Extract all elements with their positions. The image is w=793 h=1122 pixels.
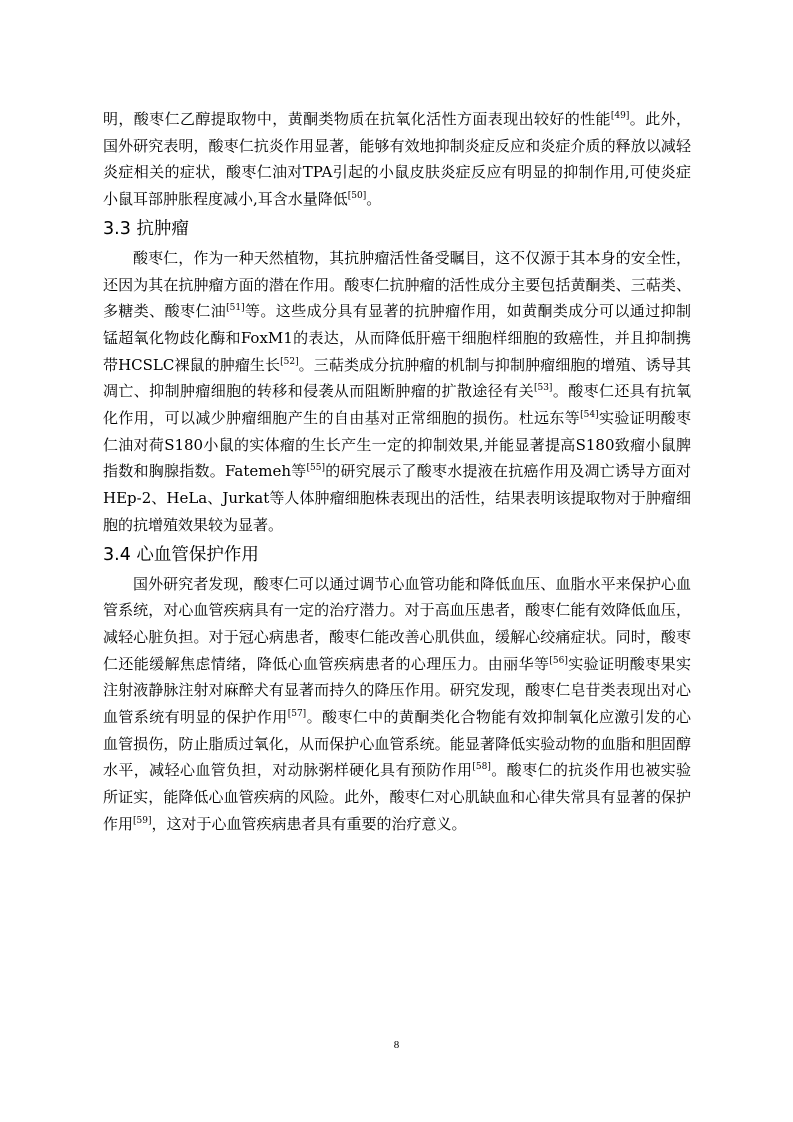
citation: [55] bbox=[306, 463, 325, 474]
page-number: 8 bbox=[393, 1039, 400, 1051]
citation: [51] bbox=[226, 303, 245, 314]
text-run: 等。这些成分具有显著的抗肿瘤作用，如黄酮类成分可以通过抑制锰超氧化物歧化酶和FoxM1的表达，从而降低肝癌干细胞样细胞的致癌性，并且抑制携带HCSLC裸鼠的肿瘤生长 bbox=[103, 302, 691, 374]
text-run: 明，酸枣仁乙醇提取物中，黄酮类物质在抗氧化活性方面表现出较好的性能 bbox=[103, 110, 611, 128]
text-run: 。酸枣仁的抗炎作用也被实验所证实，能降低心血管疾病的风险。此外，酸枣仁对心肌缺血和心律失常具有显著的保护作用 bbox=[103, 761, 691, 833]
section-heading-cardiovascular: 3.4 心血管保护作用 bbox=[103, 544, 259, 565]
body-content bbox=[103, 106, 691, 838]
citation: [52] bbox=[280, 356, 299, 367]
text-run: 实验证明酸枣果实注射液静脉注射对麻醉犬有显著而持久的降压作用。研究发现，酸枣仁皂苷类表现出对心血管系统有明显的保护作用 bbox=[103, 654, 691, 727]
citation: [53] bbox=[533, 383, 553, 394]
text-run: 。酸枣仁中的黄酮类化合物能有效抑制氧化应激引发的心血管损伤，防止脂质过氧化，从而保护心血管系统。能显著降低实验动物的血脂和胆固醇水平，减轻心血管负担，对动脉粥样硬化具有预防作用 bbox=[103, 708, 691, 780]
citation: [49] bbox=[610, 111, 630, 121]
section-heading-antitumor: 3.3 抗肿瘤 bbox=[103, 218, 189, 239]
text-run: 。 bbox=[366, 190, 382, 209]
citation: [57] bbox=[287, 709, 307, 720]
citation: [54] bbox=[580, 410, 599, 421]
citation: [56] bbox=[549, 655, 568, 666]
citation: [59] bbox=[133, 815, 152, 826]
text-run: ，这对于心血管疾病患者具有重要的治疗意义。 bbox=[151, 814, 467, 833]
text-run: 。三萜类成分抗肿瘤的机制与抑制肿瘤细胞的增殖、诱导其凋亡、抑制肿瘤细胞的转移和侵袭从而阻断肿瘤的扩散途径有关 bbox=[103, 355, 691, 401]
text-run: 实验证明酸枣仁油对荷S180小鼠的实体瘤的生长产生一定的抑制效果,并能显著提高S180致瘤小鼠脾指数和胸腺指数。Fatemeh等 bbox=[103, 409, 691, 481]
text-run: 国外研究者发现，酸枣仁可以通过调节心血管功能和降低血压、血脂水平来保护心血管系统，对心血管疾病具有一定的治疗潜力。对于高血压患者，酸枣仁能有效降低血压，减轻心脏负担。对于冠心病患者，酸枣仁能改善心肌供血，缓解心绞痛症状。同时，酸枣仁还能缓解焦虑情绪，降低心血管疾病患者的心理压力。由丽华等 bbox=[103, 574, 691, 673]
citation: [50] bbox=[347, 191, 367, 202]
paragraph-antioxidant-continued bbox=[103, 106, 691, 213]
text-run: 的研究展示了酸枣水提液在抗癌作用及凋亡诱导方面对HEp-2、HeLa、Jurkat等人体肿瘤细胞株表现出的活性，结果表明该提取物对于肿瘤细胞的抗增殖效果较为显著。 bbox=[103, 462, 691, 534]
text-run: 。酸枣仁还具有抗氧化作用，可以减少肿瘤细胞产生的自由基对正常细胞的损伤。杜远东等 bbox=[103, 382, 691, 428]
paragraph-antitumor bbox=[103, 245, 691, 539]
text-run: 。此外，国外研究表明，酸枣仁抗炎作用显著，能够有效地抑制炎症反应和炎症介质的释放以减轻炎症相关的症状，酸枣仁油对TPA引起的小鼠皮肤炎症反应有明显的抑制作用,可使炎症小鼠耳部肿胀程度减小,耳含水量降低 bbox=[103, 110, 691, 209]
paragraph-cardiovascular bbox=[103, 571, 691, 838]
text-run: 酸枣仁，作为一种天然植物，其抗肿瘤活性备受瞩目，这不仅源于其本身的安全性，还因为其在抗肿瘤方面的潜在作用。酸枣仁抗肿瘤的活性成分主要包括黄酮类、三萜类、多糖类、酸枣仁油 bbox=[103, 248, 691, 321]
citation: [58] bbox=[472, 762, 491, 773]
